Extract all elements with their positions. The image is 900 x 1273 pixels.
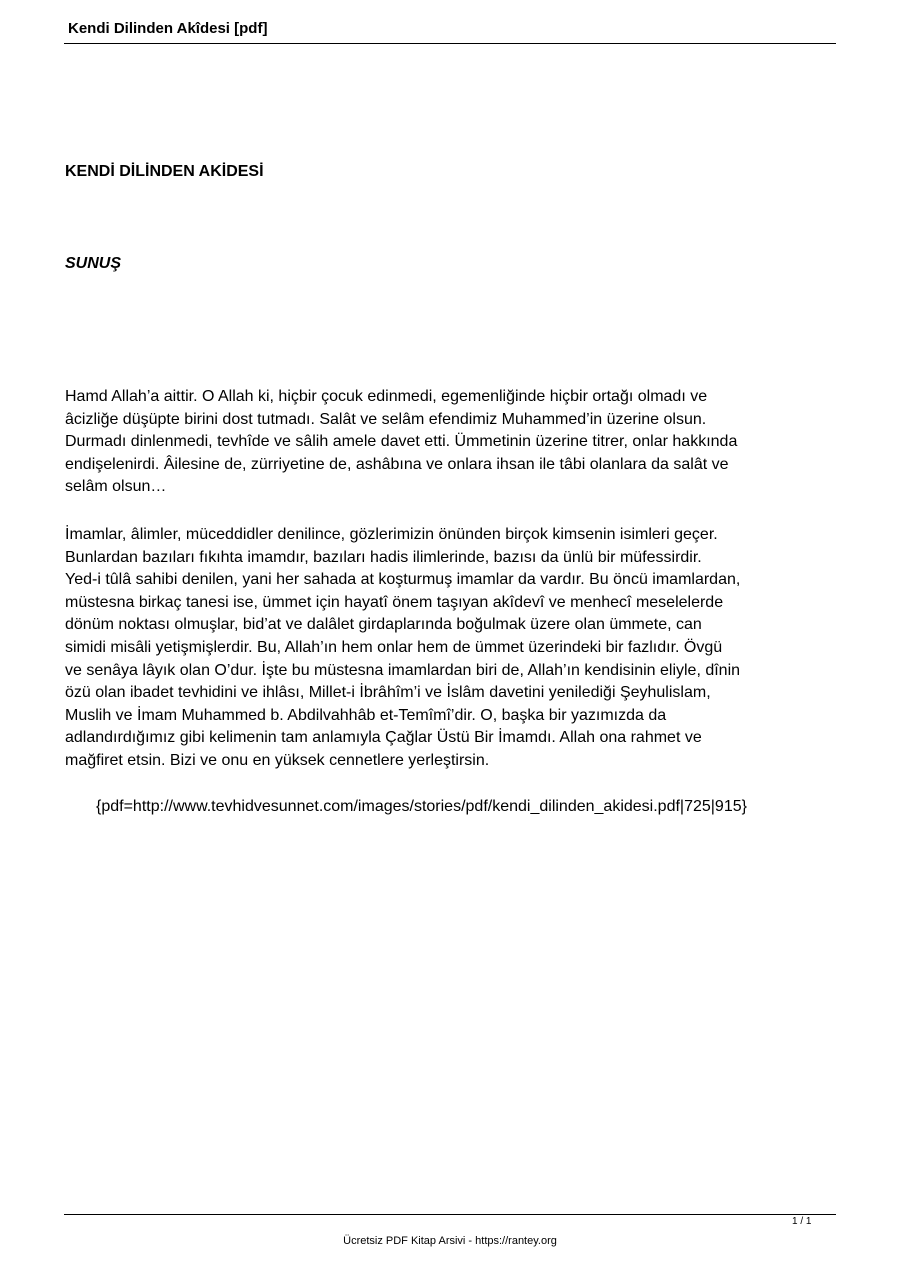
footer-divider xyxy=(64,1214,836,1215)
document-title: KENDİ DİLİNDEN AKİDESİ xyxy=(65,163,264,180)
footer-text: Ücretsiz PDF Kitap Arsivi - https://rantey.org xyxy=(343,1235,557,1247)
paragraph-imams: İmamlar, âlimler, müceddidler denilince, gözlerimizin önünden birçok kimsenin isimleri geçer. Bunlardan bazıları fıkıhta imamdır, bazıları hadis ilimlerinde, bazısı da ünlü bir müfessirdir. Yed-i tûlâ sahibi denilen, yani her sahada at koşturmuş imamlar da vardır. Bu öncü imamlardan, müstesna birkaç tanesi ise, ümmet için hayatî önem taşıyan akîdevî ve menhecî meselelerde dönüm noktası olmuşlar, bid’at ve dalâlet girdaplarında boğulmak üzere olan ümmete, can simidi misâli yetişmişlerdir. Bu, Allah’ın hem onlar hem de ümmet üzerindeki bir fazlıdır. Övgü ve senâya lâyık olan O’dur. İşte bu müstesna imamlardan biri de, Allah’ın kendisinin eliyle, dînin özü olan ibadet tevhidini ve ihlâsı, Millet-i İbrâhîm’i ve İslâm davetini yenilediği Şeyhulislam, Muslih ve İmam Muhammed b. Abdilvahhâb et-Temîmî’dir. O, başka bir yazımızda da adlandırdığımız gibi kelimenin tam anlamıyla Çağlar Üstü Bir İmamdı. Allah ona rahmet ve mağfiret etsin. Bizi ve onu en yüksek cennetlere yerleştirsin. xyxy=(65,526,741,769)
header-divider xyxy=(64,43,836,44)
page-number: 1 / 1 xyxy=(792,1216,812,1227)
paragraph-intro: Hamd Allah’a aittir. O Allah ki, hiçbir çocuk edinmedi, egemenliğinde hiçbir ortağı olmadı ve âcizliğe düşüpte birini dost tutmadı. Salât ve selâm efendimiz Muhammed’in üzerine olsun. Durmadı dinlenmedi, tevhîde ve sâlih amele davet etti. Ümmetinin üzerine titrer, onlar hakkında endişelenirdi. Âilesine de, zürriyetine de, ashâbına ve onlara ihsan ile tâbi olanlara da salât ve selâm olsun… xyxy=(65,388,738,496)
section-heading: SUNUŞ xyxy=(65,255,122,272)
header-title: Kendi Dilinden Akîdesi [pdf] xyxy=(68,20,268,37)
pdf-embed-code: {pdf=http://www.tevhidvesunnet.com/images/stories/pdf/kendi_dilinden_akidesi.pdf|725|915} xyxy=(96,798,747,815)
